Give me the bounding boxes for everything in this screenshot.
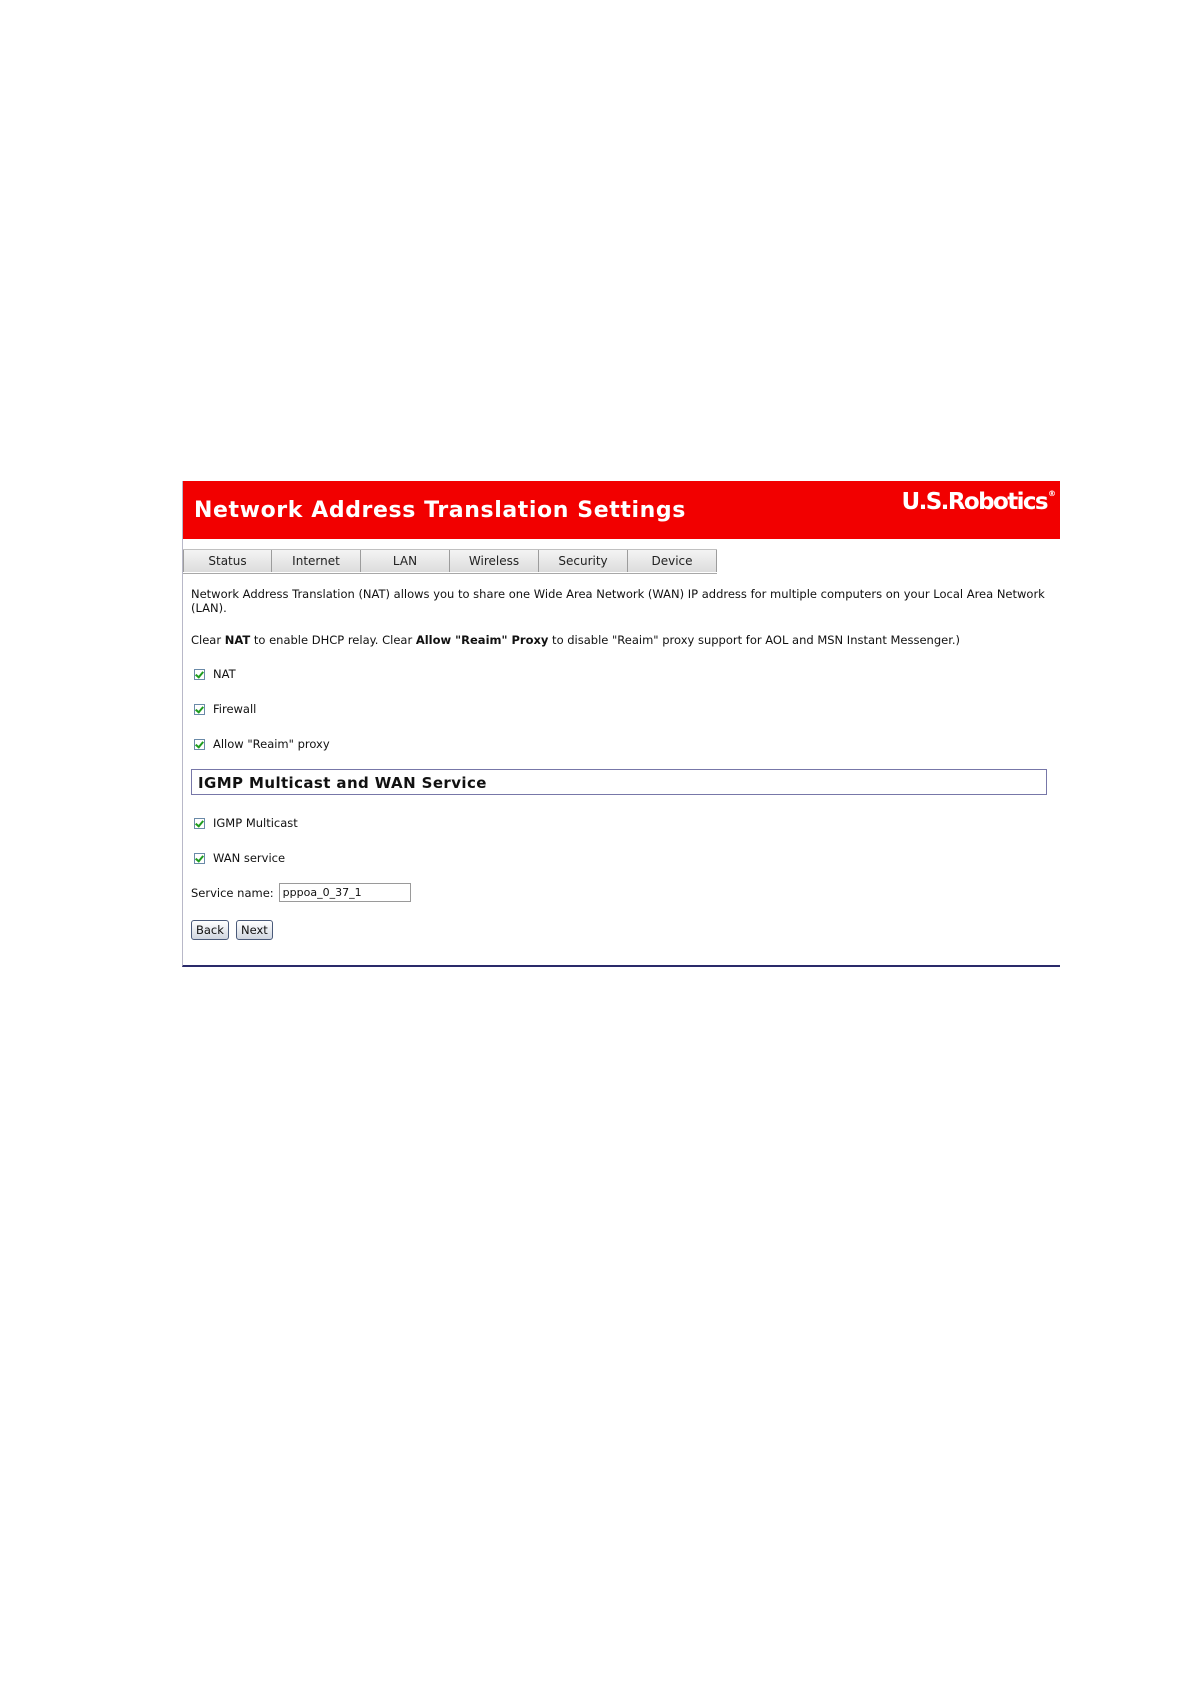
clear-mid: to enable DHCP relay. Clear (250, 633, 416, 647)
clear-proxy-term: Allow "Reaim" Proxy (415, 633, 549, 647)
service-name-label: Service name: (191, 885, 274, 900)
service-name-row (191, 883, 411, 902)
firewall-checkbox[interactable] (194, 704, 205, 715)
wan-label: WAN service (213, 851, 286, 865)
reaim-checkbox[interactable] (194, 739, 205, 750)
igmp-section-header (191, 769, 1047, 795)
tab-device[interactable]: Device (628, 550, 717, 572)
igmp-checkbox[interactable] (194, 818, 205, 829)
intro-text: Network Address Translation (NAT) allows you to share one Wide Area Network (WAN) IP address for multiple computers on your Local Area Network (LAN). (191, 587, 1045, 615)
back-button[interactable]: Back (191, 920, 229, 940)
brand-logo (902, 489, 1057, 515)
page-title: Network Address Translation Settings (194, 498, 686, 523)
firewall-option (194, 702, 256, 716)
nat-label: NAT (213, 667, 236, 681)
clear-instructions (191, 633, 960, 647)
tab-security[interactable]: Security (539, 550, 628, 572)
nat-checkbox[interactable] (194, 669, 205, 680)
wan-option (194, 851, 285, 865)
tab-internet[interactable]: Internet (272, 550, 361, 572)
page-header (183, 481, 1060, 539)
next-button[interactable]: Next (236, 920, 273, 940)
igmp-section-title: IGMP Multicast and WAN Service (198, 774, 487, 792)
nat-option (194, 667, 236, 681)
clear-suffix: to disable "Reaim" proxy support for AOL and MSN Instant Messenger.) (548, 633, 961, 647)
clear-nat-term: NAT (224, 633, 251, 647)
igmp-label: IGMP Multicast (213, 816, 298, 830)
reaim-label: Allow "Reaim" proxy (213, 737, 330, 751)
reaim-option (194, 737, 330, 751)
tab-wireless[interactable]: Wireless (450, 550, 539, 572)
nav-tabs (183, 549, 717, 574)
page-content (191, 587, 1051, 937)
clear-prefix: Clear (191, 633, 225, 647)
tab-lan[interactable]: LAN (361, 550, 450, 572)
firewall-label: Firewall (213, 702, 257, 716)
igmp-option (194, 816, 298, 830)
brand-name: U.S.Robotics (901, 489, 1047, 515)
tab-status[interactable]: Status (183, 550, 272, 572)
service-name-input[interactable] (279, 883, 411, 902)
registered-mark: ® (1048, 489, 1056, 498)
wan-checkbox[interactable] (194, 853, 205, 864)
